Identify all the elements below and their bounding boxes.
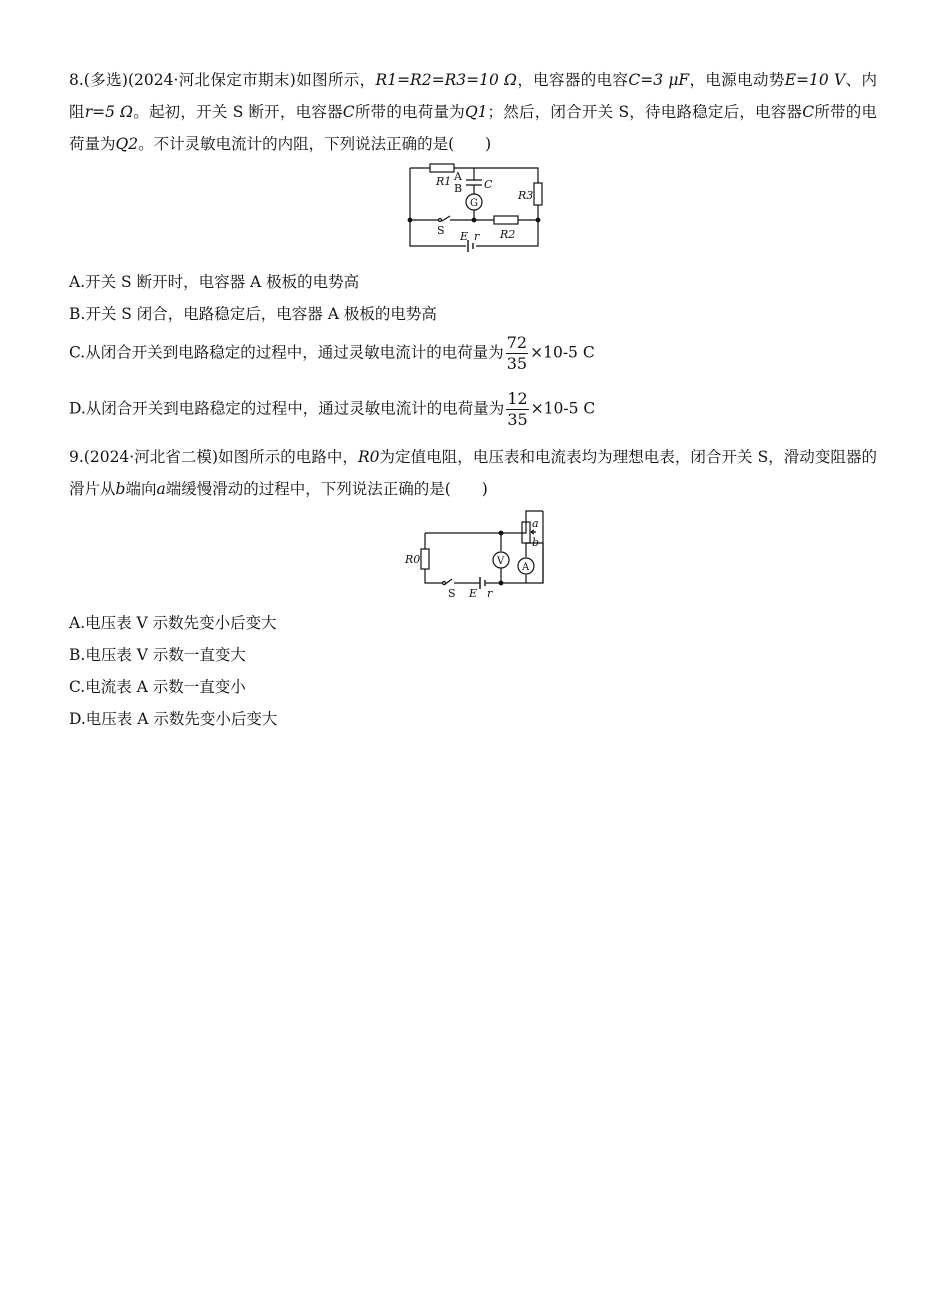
label-emf: E [460, 230, 469, 243]
label-r: r [487, 587, 493, 600]
question-9 [69, 441, 877, 505]
label-r3: R3 [518, 189, 534, 202]
question-number: 9. [69, 448, 84, 466]
q9-option-b: B.电压表 V 示数一直变大 [69, 646, 246, 664]
question-source: (2024·河北省二模) [83, 448, 219, 466]
question-source: (2024·河北保定市期末) [127, 71, 296, 89]
question-number: 8. [69, 71, 84, 89]
power-tail: ×10-5 C [530, 343, 595, 362]
label-switch: S [437, 224, 445, 237]
q8-option-a: A.开关 S 断开时，电容器 A 极板的电势高 [69, 273, 360, 291]
label-r0: R0 [405, 553, 421, 566]
q9-option-a: A.电压表 V 示数先变小后变大 [69, 614, 277, 632]
q9-option-d: D.电压表 A 示数先变小后变大 [69, 710, 278, 728]
label-v: V [497, 556, 505, 567]
internal-resistance-value: r=5 Ω [84, 103, 133, 121]
label-switch: S [448, 587, 456, 600]
emf-value: E=10 V [784, 71, 846, 89]
label-end-a: a [532, 517, 539, 530]
circuit-diagram-q9 [400, 505, 552, 603]
question-8-stem: 8.(多选)(2024·河北保定市期末)如图所示，R1=R2=R3=10 Ω，电容器的电容C=3 μF，电源电动势E=10 V、内阻r=5 Ω。起初，开关 S 断开，电容器C所带的电荷量为Q1；然后，闭合开关 S，待电路稳定后，电容器C所带的电荷量为Q2。不计灵敏电流计的内阻，下列说法正确的是( ) [69, 71, 877, 153]
circuit-diagram-q8 [400, 158, 550, 258]
label-r1: R1 [436, 175, 452, 188]
label-end-b: b [532, 536, 540, 549]
fraction: $\frac{12}{35}$ [507, 389, 528, 429]
label-c: C [484, 178, 493, 191]
q9-option-c: C.电流表 A 示数一直变小 [69, 678, 246, 696]
q8-option-c: C.从闭合开关到电路稳定的过程中，通过灵敏电流计的电荷量为 $\frac{72}{35}$ ×10-5 C [69, 333, 595, 373]
q8-option-b: B.开关 S 闭合，电路稳定后，电容器 A 极板的电势高 [69, 305, 437, 323]
resistor-r0-symbol [421, 549, 429, 569]
question-9-stem: 9.(2024·河北省二模)如图所示的电路中，R0为定值电阻，电压表和电流表均为理想电表，闭合开关 S，滑动变阻器的滑片从b端向a端缓慢滑动的过程中，下列说法正确的是( ) [69, 448, 877, 498]
label-plate-b: B [454, 182, 463, 195]
power-tail: ×10-5 C [530, 399, 596, 418]
resistor-r2-symbol [494, 216, 518, 224]
q8-option-d: D.从闭合开关到电路稳定的过程中，通过灵敏电流计的电荷量为 $\frac{12}{35}$ ×10-5 C [69, 389, 596, 429]
question-tag: (多选) [83, 71, 128, 89]
label-a: A [522, 562, 530, 573]
label-emf: E [469, 587, 478, 600]
charge-q2: Q2 [115, 135, 139, 153]
label-r2: R2 [500, 228, 516, 241]
resistor-r1-symbol [430, 164, 454, 172]
fraction: $\frac{72}{35}$ [506, 333, 528, 373]
capacitance-value: C=3 μF [628, 71, 690, 89]
label-g: G [470, 198, 478, 209]
battery-symbol [480, 577, 485, 589]
label-r: r [474, 230, 480, 243]
question-8 [69, 64, 877, 160]
battery-symbol [468, 240, 473, 252]
resistor-r3-symbol [534, 183, 542, 205]
label-plate-a: A [454, 170, 462, 183]
resistor-r0-name: R0 [357, 448, 380, 466]
resistance-equation: R1=R2=R3=10 Ω [375, 71, 517, 89]
charge-q1: Q1 [464, 103, 488, 121]
